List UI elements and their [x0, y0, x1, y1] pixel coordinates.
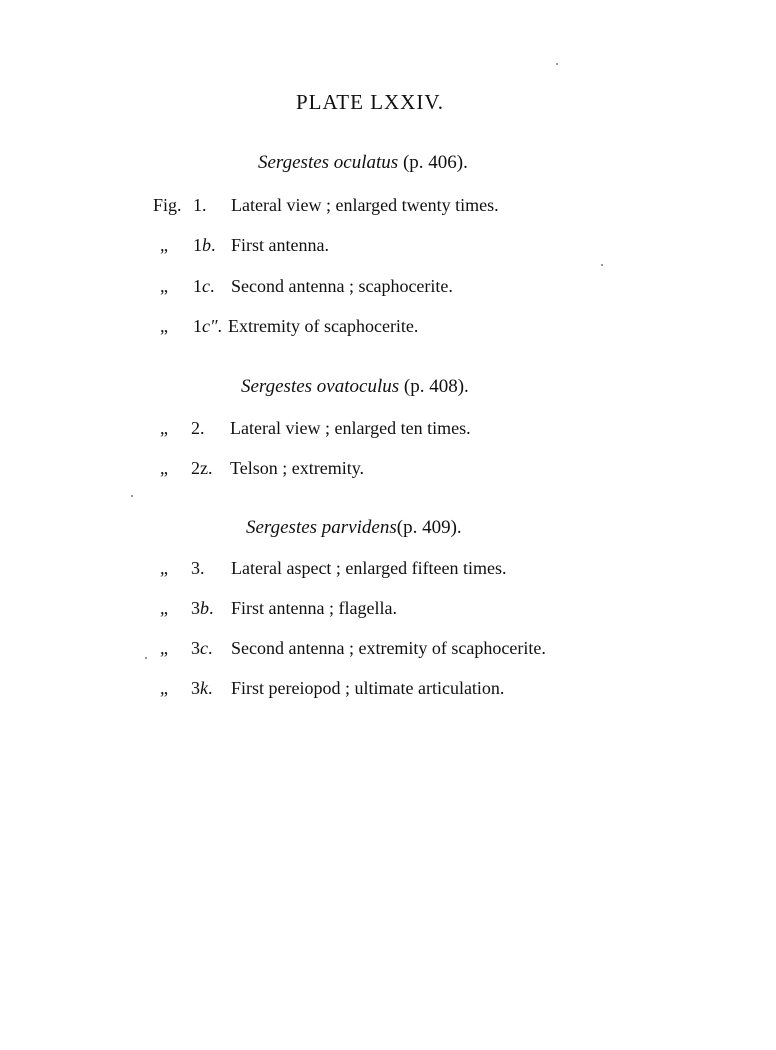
- page-reference: (p. 406).: [398, 152, 468, 173]
- figure-number: 1c.: [193, 276, 215, 296]
- figure-description: Lateral view ; enlarged twenty times.: [231, 195, 499, 215]
- figure-number: 1b.: [193, 235, 216, 255]
- figure-description: First antenna.: [231, 235, 329, 255]
- page-reference: (p. 408).: [399, 376, 469, 397]
- plate-title: PLATE LXXIV.: [295, 90, 445, 114]
- figure-description: Lateral aspect ; enlarged fifteen times.: [231, 558, 507, 578]
- figure-description: Telson ; extremity.: [230, 458, 365, 478]
- figure-number: 2.: [191, 418, 205, 438]
- page-reference: (p. 409).: [396, 517, 462, 538]
- figure-number: 3.: [191, 558, 205, 578]
- species-name: Sergestes oculatus: [258, 152, 399, 173]
- figure-number: 3b.: [191, 598, 214, 618]
- scan-speck: [145, 657, 147, 659]
- figure-prefix: „: [160, 638, 168, 658]
- species-name: Sergestes ovatoculus: [241, 376, 400, 397]
- figure-prefix: „: [160, 276, 168, 296]
- figure-prefix: Fig.: [153, 195, 182, 215]
- figure-number: 3c.: [191, 638, 213, 658]
- figure-description: Extremity of scaphocerite.: [228, 316, 419, 336]
- figure-description: First antenna ; flagella.: [231, 598, 397, 618]
- figure-number: 1c″.: [193, 316, 222, 336]
- figure-number: 3k.: [191, 678, 213, 698]
- scan-speck: [601, 264, 603, 266]
- figure-prefix: „: [160, 418, 168, 438]
- figure-prefix: „: [160, 678, 168, 698]
- figure-prefix: „: [160, 598, 168, 618]
- scan-speck: [131, 495, 133, 497]
- section-heading-oculatus: [258, 152, 468, 174]
- figure-description: Lateral view ; enlarged ten times.: [230, 418, 471, 438]
- figure-description: Second antenna ; extremity of scaphocerite.: [231, 638, 546, 658]
- scan-speck: [556, 63, 558, 65]
- figure-prefix: „: [160, 558, 168, 578]
- figure-prefix: „: [160, 316, 168, 336]
- section-heading-ovatoculus: [241, 376, 469, 398]
- figure-prefix: „: [160, 458, 168, 478]
- figure-description: First pereiopod ; ultimate articulation.: [231, 678, 505, 698]
- figure-number: 1.: [193, 195, 207, 215]
- figure-description: Second antenna ; scaphocerite.: [231, 276, 453, 296]
- figure-prefix: „: [160, 235, 168, 255]
- species-name: Sergestes parvidens: [246, 517, 397, 538]
- section-heading-parvidens: [246, 517, 462, 539]
- figure-number: 2z.: [191, 458, 213, 478]
